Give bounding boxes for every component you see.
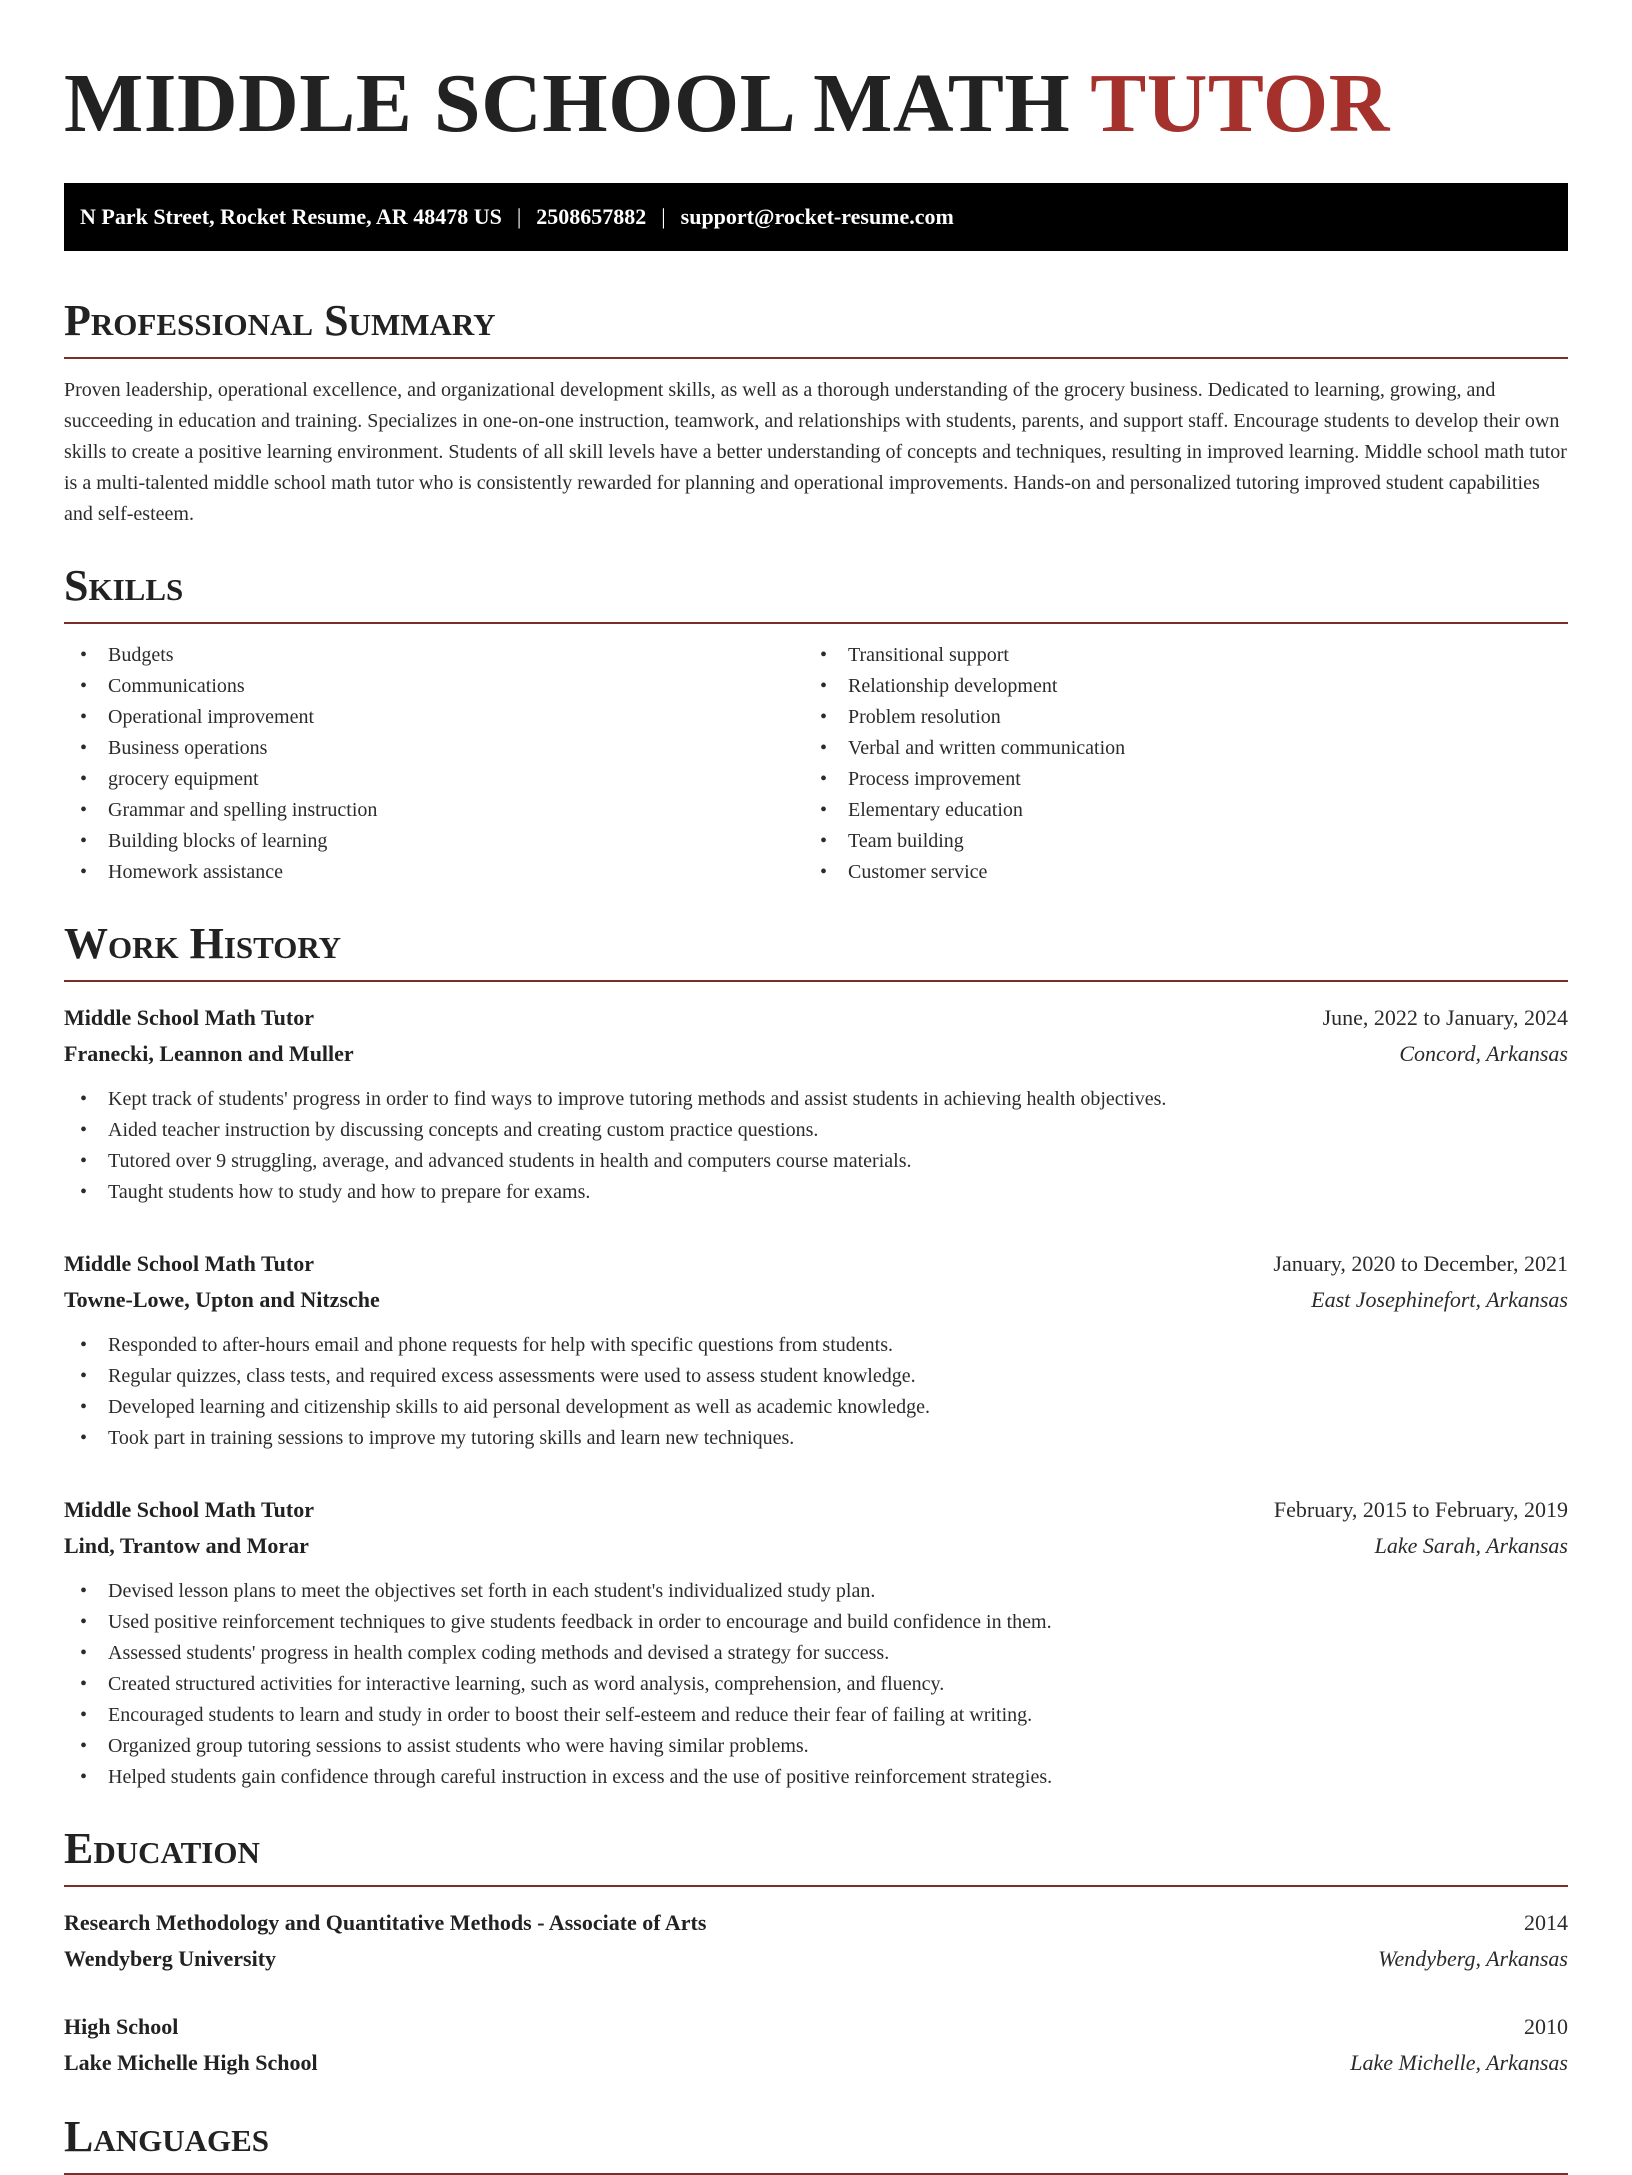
section-title-work-history: Work History <box>64 922 1568 982</box>
job-dates: January, 2020 to December, 2021 <box>1273 1250 1568 1276</box>
job-company-row <box>64 1528 1568 1564</box>
job-bullets <box>64 1330 1568 1454</box>
job-bullet: • Regular quizzes, class tests, and required excess assessments were used to assess student knowledge. <box>64 1361 1568 1392</box>
section-title-skills: Skills <box>64 564 1568 624</box>
job-entry <box>64 1246 1568 1454</box>
skill-item: • Homework assistance <box>64 857 804 888</box>
skill-item: • Grammar and spelling instruction <box>64 795 804 826</box>
skill-item: • Business operations <box>64 733 804 764</box>
job-bullet: • Responded to after-hours email and phone requests for help with specific questions from students. <box>64 1330 1568 1361</box>
job-role: Middle School Math Tutor <box>64 1250 314 1276</box>
skill-item: • Communications <box>64 671 804 702</box>
skill-item: • Verbal and written communication <box>804 733 1544 764</box>
job-role: Middle School Math Tutor <box>64 1496 314 1522</box>
skill-item: • grocery equipment <box>64 764 804 795</box>
skill-item: • Operational improvement <box>64 702 804 733</box>
section-title-education: Education <box>64 1827 1568 1887</box>
job-bullet: • Encouraged students to learn and study in order to boost their self-esteem and reduce their fear of failing at writing. <box>64 1700 1568 1731</box>
section-title-languages: Languages <box>64 2115 1568 2175</box>
job-dates: June, 2022 to January, 2024 <box>1322 1004 1568 1030</box>
job-bullet: • Devised lesson plans to meet the objectives set forth in each student's individualized study plan. <box>64 1576 1568 1607</box>
contact-separator: | <box>516 203 522 229</box>
job-bullet: • Helped students gain confidence through careful instruction in excess and the use of positive reinforcement strategies. <box>64 1762 1568 1793</box>
job-role: Middle School Math Tutor <box>64 1004 314 1030</box>
job-location: Lake Sarah, Arkansas <box>1374 1532 1568 1558</box>
education-entry <box>64 2009 1568 2081</box>
education-school: Lake Michelle High School <box>64 2049 318 2075</box>
job-bullet: • Kept track of students' progress in order to find ways to improve tutoring methods and assist students in achieving health objectives. <box>64 1084 1568 1115</box>
job-company-row <box>64 1282 1568 1318</box>
name-accent: TUTOR <box>1090 57 1390 150</box>
job-header-row <box>64 1000 1568 1036</box>
education-school: Wendyberg University <box>64 1945 277 1971</box>
skills-list <box>64 640 1568 888</box>
job-company: Franecki, Leannon and Muller <box>64 1040 354 1066</box>
job-bullets <box>64 1576 1568 1793</box>
skill-item: • Team building <box>804 826 1544 857</box>
contact-address: N Park Street, Rocket Resume, AR 48478 US <box>80 203 502 229</box>
education-degree: Research Methodology and Quantitative Methods - Associate of Arts <box>64 1909 707 1935</box>
skill-item: • Relationship development <box>804 671 1544 702</box>
skills-column-right <box>804 640 1544 888</box>
education-header-row <box>64 2009 1568 2045</box>
section-title-summary: Professional Summary <box>64 299 1568 359</box>
skill-item: • Customer service <box>804 857 1544 888</box>
job-bullets <box>64 1084 1568 1208</box>
job-bullet: • Assessed students' progress in health complex coding methods and devised a strategy for success. <box>64 1638 1568 1669</box>
contact-bar <box>64 183 1568 251</box>
education-year: 2014 <box>1524 1909 1568 1935</box>
job-location: East Josephinefort, Arkansas <box>1311 1286 1568 1312</box>
education-header-row <box>64 1905 1568 1941</box>
job-bullet: • Created structured activities for interactive learning, such as word analysis, comprehension, and fluency. <box>64 1669 1568 1700</box>
job-entry <box>64 1000 1568 1208</box>
skill-item: • Elementary education <box>804 795 1544 826</box>
skills-column-left <box>64 640 804 888</box>
education-school-row <box>64 1941 1568 1977</box>
job-bullet: • Used positive reinforcement techniques to give students feedback in order to encourage and build confidence in them. <box>64 1607 1568 1638</box>
job-entry <box>64 1492 1568 1793</box>
contact-email[interactable]: support@rocket-resume.com <box>680 203 954 229</box>
job-bullet: • Taught students how to study and how to prepare for exams. <box>64 1177 1568 1208</box>
job-header-row <box>64 1492 1568 1528</box>
skill-item: • Process improvement <box>804 764 1544 795</box>
resume-name <box>64 0 1568 153</box>
education-location: Lake Michelle, Arkansas <box>1350 2049 1568 2075</box>
job-company: Lind, Trantow and Morar <box>64 1532 309 1558</box>
job-location: Concord, Arkansas <box>1399 1040 1568 1066</box>
job-dates: February, 2015 to February, 2019 <box>1273 1496 1568 1522</box>
job-bullet: • Aided teacher instruction by discussing concepts and creating custom practice questions. <box>64 1115 1568 1146</box>
education-location: Wendyberg, Arkansas <box>1378 1945 1568 1971</box>
job-company: Towne-Lowe, Upton and Nitzsche <box>64 1286 380 1312</box>
job-bullet: • Took part in training sessions to improve my tutoring skills and learn new techniques. <box>64 1423 1568 1454</box>
job-header-row <box>64 1246 1568 1282</box>
skill-item: • Budgets <box>64 640 804 671</box>
education-year: 2010 <box>1524 2013 1568 2039</box>
job-bullet: • Developed learning and citizenship skills to aid personal development as well as academic knowledge. <box>64 1392 1568 1423</box>
skill-item: • Building blocks of learning <box>64 826 804 857</box>
education-school-row <box>64 2045 1568 2081</box>
job-bullet: • Organized group tutoring sessions to assist students who were having similar problems. <box>64 1731 1568 1762</box>
skill-item: • Problem resolution <box>804 702 1544 733</box>
skill-item: • Transitional support <box>804 640 1544 671</box>
job-company-row <box>64 1036 1568 1072</box>
contact-separator: | <box>661 203 666 229</box>
contact-phone[interactable]: 2508657882 <box>536 203 647 229</box>
summary-text: Proven leadership, operational excellence, and organizational development skills, as well as a thorough understanding of the grocery business. Dedicated to learning, growing, and succeeding in education and training. Specializes in one-on-one instruction, teamwork, and relationships with students, parents, and support staff. Encourage students to develop their own skills to create a positive learning environment. Students of all skill levels have a better understanding of concepts and techniques, resulting in improved learning. Middle school math tutor is a multi-talented middle school math tutor who is consistently rewarded for planning and operational improvements. Hands-on and personalized tutoring improved student capabilities and self-esteem. <box>64 378 1567 525</box>
education-degree: High School <box>64 2013 179 2039</box>
job-bullet: • Tutored over 9 struggling, average, and advanced students in health and computers course materials. <box>64 1146 1568 1177</box>
education-entry <box>64 1905 1568 1977</box>
name-main: MIDDLE SCHOOL MATH <box>64 57 1071 150</box>
